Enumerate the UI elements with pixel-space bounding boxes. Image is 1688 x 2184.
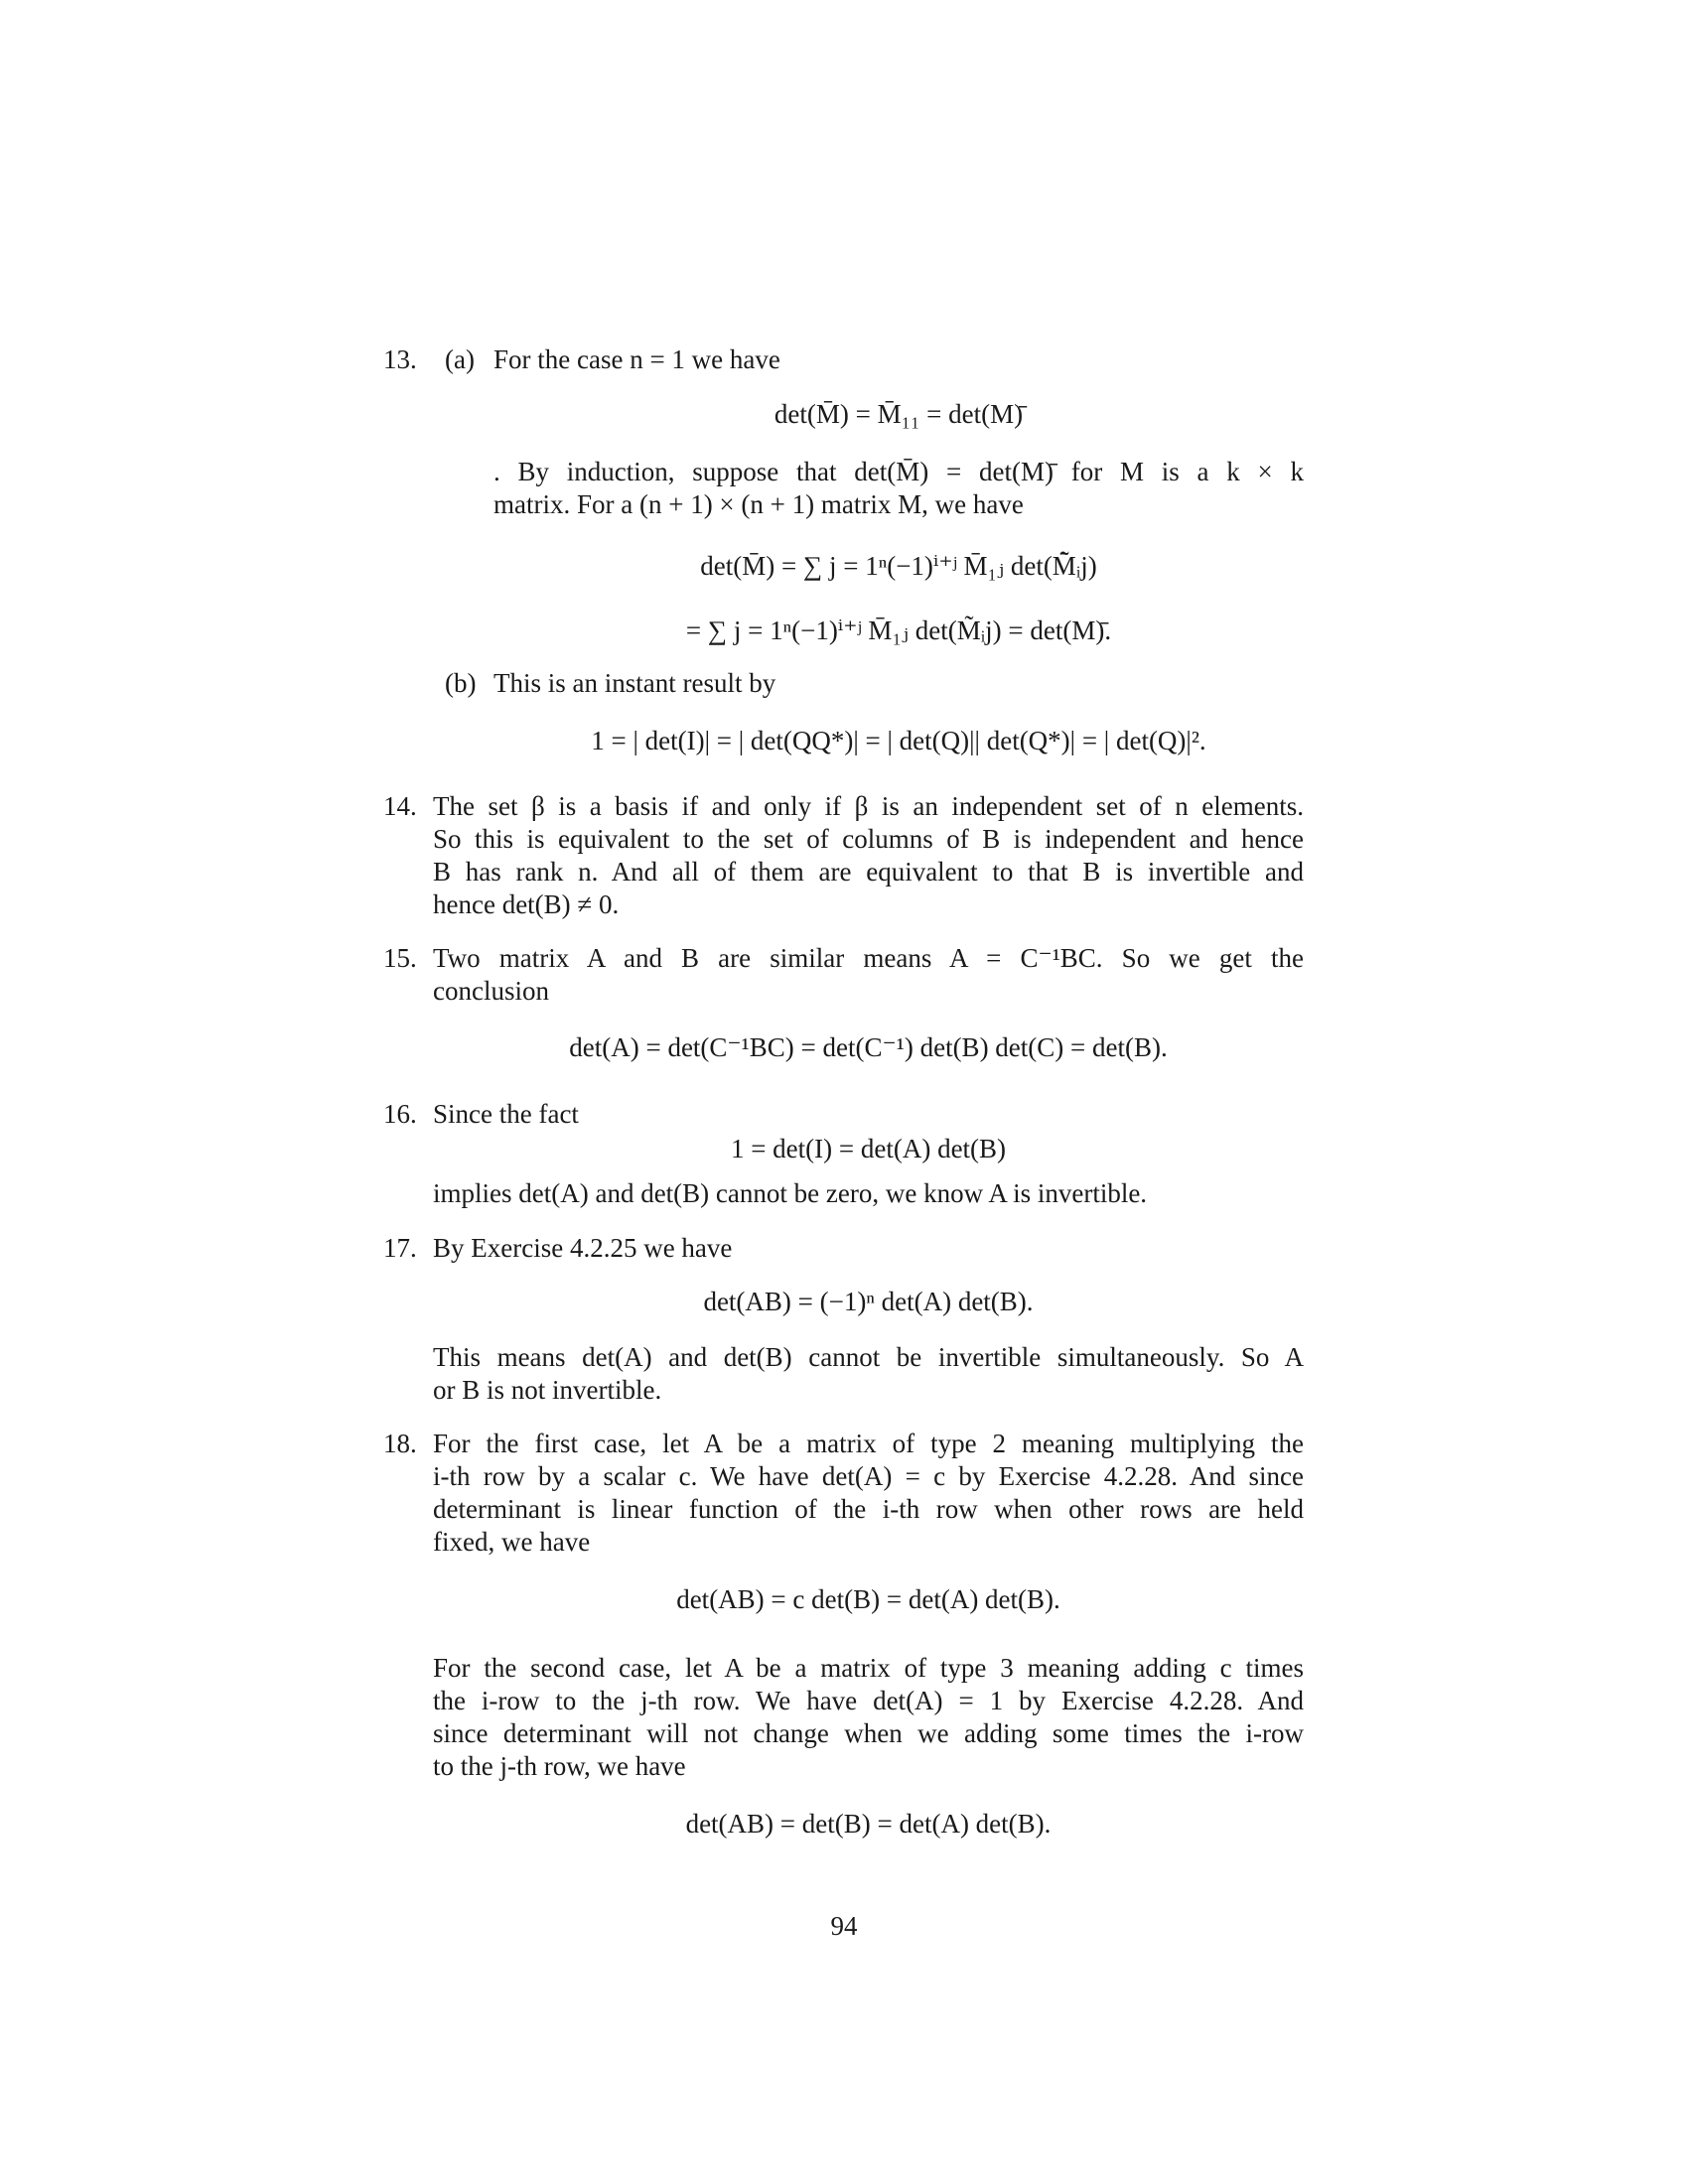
problem-14-line-2: So this is equivalent to the set of columns of B is independent and hence (433, 824, 1304, 854)
problem-13a-intro: For the case n = 1 we have (493, 344, 780, 374)
problem-14-line-4: hence det(B) ≠ 0. (433, 889, 620, 919)
problem-15-line-1: Two matrix A and B are similar means A = C⁻¹BC. So we get the (433, 943, 1304, 973)
problem-18-line-5: For the second case, let A be a matrix of type 3 meaning adding c times (433, 1653, 1304, 1683)
problem-13a-label: (a) (445, 344, 475, 374)
problem-18-line-4: fixed, we have (433, 1527, 591, 1557)
problem-17-equation: det(AB) = (−1)ⁿ det(A) det(B). (703, 1287, 1034, 1316)
problem-14-number: 14. (383, 791, 417, 821)
problem-18-equation-2: det(AB) = det(B) = det(A) det(B). (685, 1809, 1052, 1839)
problem-18-equation-1: det(AB) = c det(B) = det(A) det(B). (676, 1584, 1060, 1614)
problem-13b-label: (b) (445, 668, 477, 698)
problem-14-line-1: The set β is a basis if and only if β is an independent set of n elements. (433, 791, 1304, 821)
problem-15-line-2: conclusion (433, 976, 549, 1006)
problem-13-number: 13. (383, 344, 417, 374)
problem-17-line-1: This means det(A) and det(B) cannot be invertible simultaneously. So A (433, 1342, 1304, 1372)
problem-16-after: implies det(A) and det(B) cannot be zero, we know A is invertible. (433, 1178, 1148, 1208)
problem-18-line-6: the i-row to the j-th row. We have det(A) = 1 by Exercise 4.2.28. And (433, 1686, 1304, 1715)
problem-13b-equation: 1 = | det(I)| = | det(QQ*)| = | det(Q)|| det(Q*)| = | det(Q)|². (591, 726, 1206, 755)
problem-13a-equation-1: det(M̄) = M̄₁₁ = det(M)̄ (774, 399, 1024, 429)
problem-17-line-2: or B is not invertible. (433, 1375, 662, 1405)
problem-18-line-3: determinant is linear function of the i-th row when other rows are held (433, 1494, 1304, 1524)
problem-18-line-7: since determinant will not change when we adding some times the i-row (433, 1718, 1304, 1748)
problem-18-line-8: to the j-th row, we have (433, 1751, 686, 1781)
problem-13a-equation-2: det(M̄) = ∑ j = 1ⁿ(−1)ⁱ⁺ʲ M̄₁ⱼ det(M̄̃ᵢj) (700, 551, 1097, 581)
problem-15-number: 15. (383, 943, 417, 973)
problem-13a-text-line-1: . By induction, suppose that det(M̄) = det(M)̄ for M is a k × k (493, 457, 1304, 486)
problem-16-intro: Since the fact (433, 1099, 579, 1129)
problem-13b-intro: This is an instant result by (493, 668, 776, 698)
problem-13a-equation-3: = ∑ j = 1ⁿ(−1)ⁱ⁺ʲ M̄₁ⱼ det(M̃ᵢj) = det(M)̄. (685, 615, 1112, 645)
problem-16-number: 16. (383, 1099, 417, 1129)
problem-16-equation: 1 = det(I) = det(A) det(B) (730, 1134, 1007, 1163)
problem-18-number: 18. (383, 1429, 417, 1458)
problem-15-equation: det(A) = det(C⁻¹BC) = det(C⁻¹) det(B) det(C) = det(B). (569, 1032, 1168, 1062)
problem-18-line-2: i-th row by a scalar c. We have det(A) = c by Exercise 4.2.28. And since (433, 1461, 1304, 1491)
problem-17-number: 17. (383, 1233, 417, 1263)
problem-13a-text-line-2: matrix. For a (n + 1) × (n + 1) matrix M, we have (493, 489, 1024, 519)
problem-17-intro: By Exercise 4.2.25 we have (433, 1233, 733, 1263)
problem-14-line-3: B has rank n. And all of them are equivalent to that B is invertible and (433, 857, 1304, 887)
page-number: 94 (830, 1911, 858, 1941)
problem-18-line-1: For the first case, let A be a matrix of type 2 meaning multiplying the (433, 1429, 1304, 1458)
